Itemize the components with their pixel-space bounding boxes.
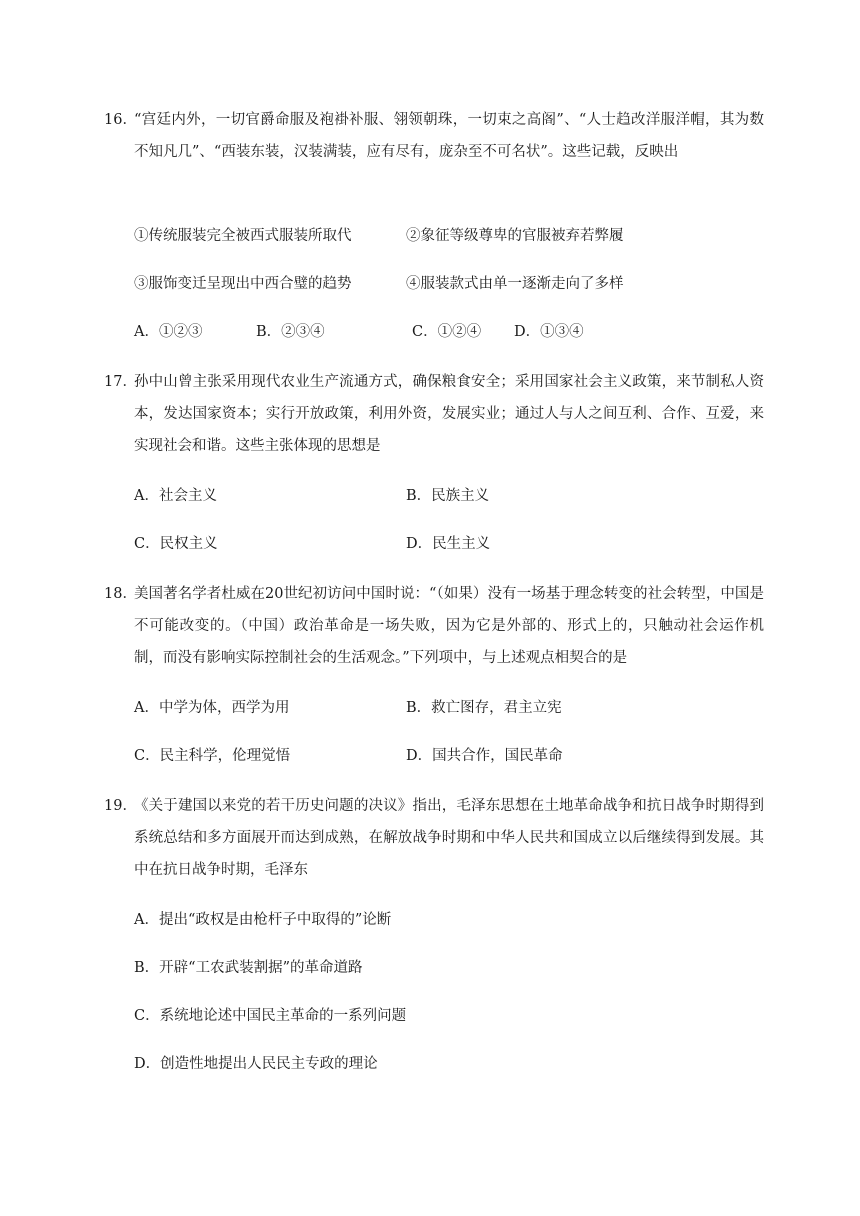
question-18 (104, 578, 764, 674)
question-number: 17． (104, 374, 137, 390)
option-c: C．①②④ (412, 324, 482, 340)
question-stem (104, 790, 764, 886)
option-d: D．民生主义 (406, 536, 491, 552)
question-text: 《关于建国以来党的若干历史问题的决议》指出，毛泽东思想在土地革命战争和抗日战争时期得到系统总结和多方面展开而达到成熟，在解放战争时期和中华人民共和国成立以后继续得到发展。其中在抗日战争时期，毛泽东 (134, 798, 764, 878)
option-c: C．民权主义 (134, 536, 218, 552)
question-17 (104, 366, 764, 462)
option-d: D．创造性地提出人民民主专政的理论 (134, 1056, 378, 1072)
option-d: D．①③④ (514, 324, 584, 340)
statement-3: ③服饰变迁呈现出中西合璧的趋势 (134, 276, 352, 292)
question-stem (104, 104, 764, 168)
question-16 (104, 104, 764, 168)
option-b: B．救亡图存，君主立宪 (406, 700, 562, 716)
question-text: 孙中山曾主张采用现代农业生产流通方式，确保粮食安全；采用国家社会主义政策，来节制私人资本，发达国家资本；实行开放政策，利用外资，发展实业；通过人与人之间互利、合作、互爱，来实现社会和谐。这些主张体现的思想是 (134, 374, 764, 454)
question-text: “宫廷内外，一切官爵命服及袍褂补服、翎领朝珠，一切束之高阁”、“人士趋改洋服洋帽，其为数不知凡几”、“西装东装，汉装满装，应有尽有，庞杂至不可名状”。这些记载，反映出 (134, 112, 764, 160)
option-c: C．民主科学，伦理觉悟 (134, 748, 291, 764)
option-a: A．社会主义 (134, 488, 217, 504)
option-b: B．②③④ (256, 324, 325, 340)
question-number: 16． (104, 112, 137, 128)
option-b: B．民族主义 (406, 488, 490, 504)
question-number: 19． (104, 798, 137, 814)
question-number: 18． (104, 586, 137, 602)
question-19 (104, 790, 764, 886)
option-a: A．中学为体，西学为用 (134, 700, 290, 716)
question-stem (104, 578, 764, 674)
statement-1: ①传统服装完全被西式服装所取代 (134, 228, 352, 244)
statement-2: ②象征等级尊卑的官服被弃若弊履 (406, 228, 624, 244)
question-text: 美国著名学者杜威在20世纪初访问中国时说：“（如果）没有一场基于理念转变的社会转型，中国是不可能改变的。（中国）政治革命是一场失败，因为它是外部的、形式上的，只触动社会运作机制，而没有影响实际控制社会的生活观念。”下列项中，与上述观点相契合的是 (134, 586, 764, 666)
option-a: A．①②③ (134, 324, 203, 340)
option-d: D．国共合作，国民革命 (406, 748, 563, 764)
statement-4: ④服装款式由单一逐渐走向了多样 (406, 276, 624, 292)
option-b: B．开辟“工农武装割据”的革命道路 (134, 960, 363, 976)
option-c: C．系统地论述中国民主革命的一系列问题 (134, 1008, 407, 1024)
option-a: A．提出“政权是由枪杆子中取得的”论断 (134, 912, 392, 928)
question-stem (104, 366, 764, 462)
